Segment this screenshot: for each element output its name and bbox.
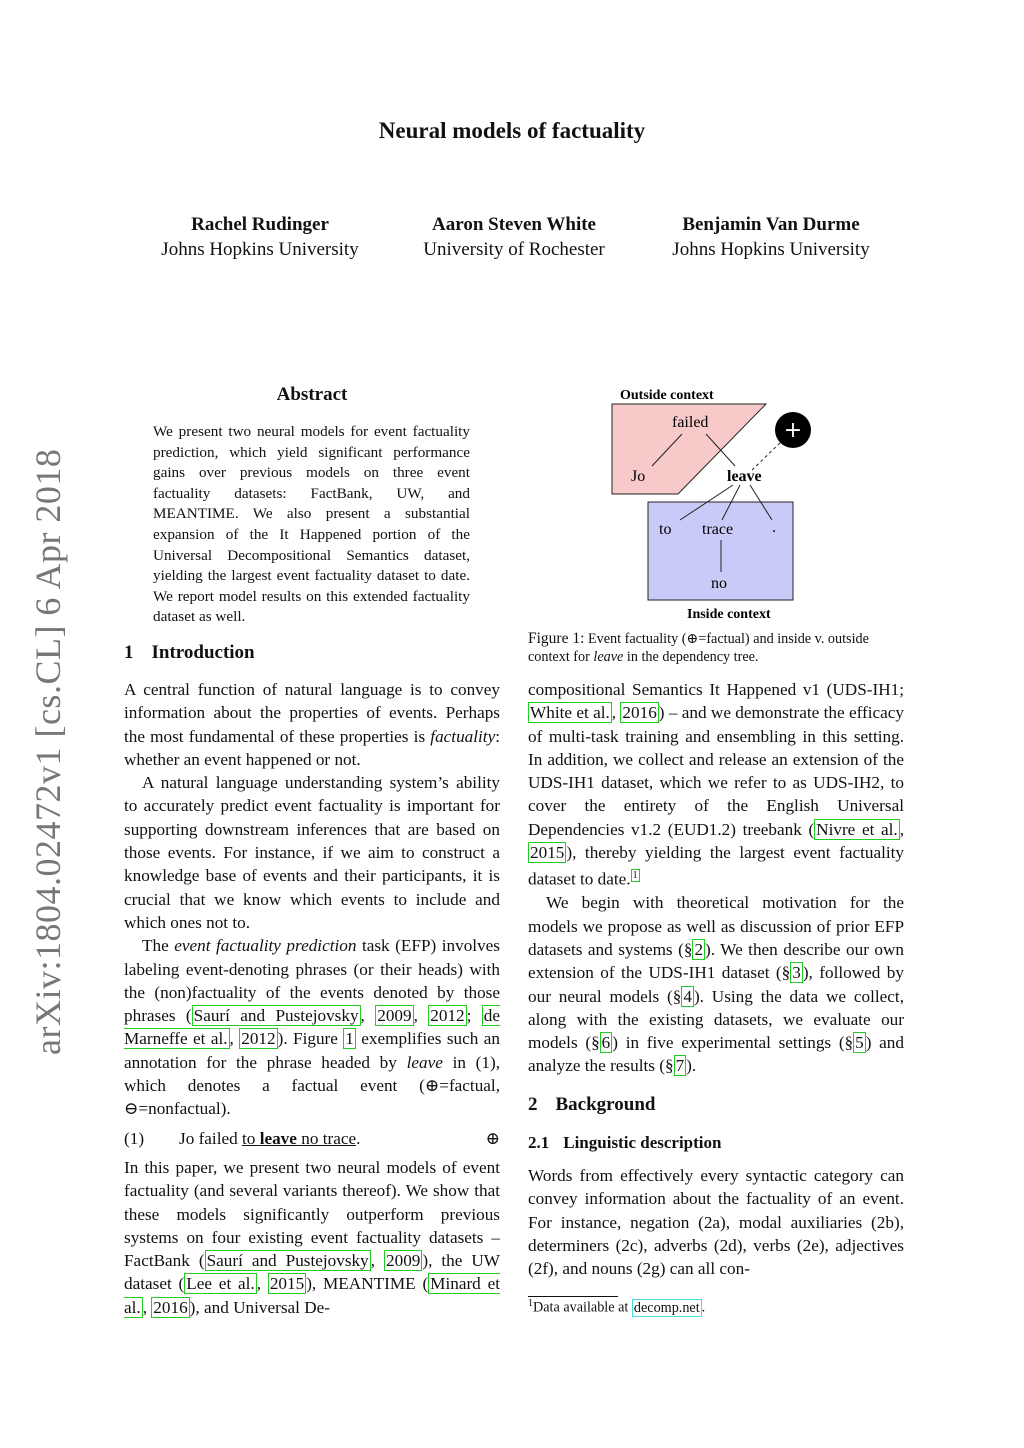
word-failed: failed: [672, 414, 709, 431]
section-ref-link[interactable]: 5: [855, 1033, 864, 1053]
factual-marker-text: +: [783, 418, 803, 443]
citation-link[interactable]: Lee et al.: [186, 1274, 255, 1294]
word-to: to: [659, 521, 672, 538]
inside-context-label: Inside context: [687, 607, 771, 622]
footnote-divider: [528, 1296, 618, 1297]
word-trace: trace: [702, 521, 734, 538]
arxiv-identifier[interactable]: arXiv:1804.02472v1 [cs.CL] 6 Apr 2018: [28, 448, 68, 1055]
author-name: Rachel Rudinger: [191, 214, 329, 235]
section-ref-link[interactable]: 6: [601, 1033, 611, 1053]
section-ref-link[interactable]: 2: [694, 940, 704, 959]
factual-symbol: ⊕: [485, 1129, 500, 1148]
citation-link[interactable]: 2009: [386, 1251, 421, 1271]
citation-link[interactable]: 2012: [430, 1006, 465, 1026]
figure-ref-link[interactable]: 1: [345, 1029, 354, 1049]
subsection-heading-linguistic: 2.1 Linguistic description: [528, 1133, 722, 1152]
figure-caption: Figure 1: Event factuality (⊕=factual) and inside v. outside context for leave in the dependency tree.: [528, 630, 869, 665]
word-leave: leave: [727, 468, 762, 485]
citation-link[interactable]: Nivre et al.: [816, 819, 898, 839]
paper-title: Neural models of factuality: [378, 118, 646, 143]
author-affiliation: Johns Hopkins University: [672, 239, 870, 260]
citation-link[interactable]: Saurí and Pustejovsky: [193, 1006, 359, 1026]
background-text: Words from effectively every syntactic category can convey information about the factuality of an event. For instance, negation (2a), modal auxiliaries (2b), determiners (2c), adverbs (2d), verbs (2e), adjectives (2f), and nouns (2g) can all con-: [528, 1166, 904, 1279]
author-name: Benjamin Van Durme: [682, 214, 860, 235]
author-affiliation: University of Rochester: [423, 239, 605, 260]
word-no: no: [711, 575, 727, 592]
author-name: Aaron Steven White: [432, 214, 596, 235]
citation-link[interactable]: Minard et al.: [124, 1274, 500, 1317]
citation-link[interactable]: 2015: [530, 843, 565, 863]
citation-link[interactable]: 2016: [153, 1297, 188, 1317]
abstract-text: We present two neural models for event factuality prediction, which yield significant performance gains over previous models on three event factuality datasets: FactBank, UW, and MEANTIME. We also present a substantial expansion of the It Happened portion of the Universal Decompositional Semantics dataset, yielding the largest event factuality dataset to date. We report model results on this extended factuality dataset as well.: [153, 423, 470, 626]
citation-link[interactable]: White et al.: [530, 703, 610, 723]
section-ref-link[interactable]: 3: [792, 963, 801, 983]
factual-link: [752, 441, 782, 470]
intro-text-top: A central function of natural language is to convey information about the properties of events. Perhaps the most fundamental of these properties is factuality: whether an event happened or not. A natural language understanding system’s ability to accurately predict event factuality is important for supporting downstream inferences that are based on those events. For instance, if we aim to construct a knowledge base of events and their participants, it is crucial that we know which events to include and which ones not to. The event factuality prediction task (EFP) involves labeling event-denoting phrases (or their heads) with the (non)factuality of the events denoted by those phrases ( Saurí and Pustejovsky , 2009 , 2012 ; de Marneffe et al. , 2012 ). Figure 1 exemplifies such an annotation for the phrase headed by leave in (1), which denotes a factual event (⊕=factual, ⊖=nonfactual).: [124, 680, 501, 1119]
footnote-ref-link[interactable]: 1: [632, 870, 638, 882]
citation-link[interactable]: Saurí and Pustejovsky: [206, 1251, 369, 1271]
section-heading-background: 2 Background: [528, 1094, 656, 1115]
intro-text-bottom: In this paper, we present two neural models of event factuality (and several variants thereof). We show that these models significantly outperform previous systems on four existing event factuality datasets – FactBank ( Saurí and Pustejovsky , 2009 ), the UW dataset ( Lee et al. , 2015 ), MEANTIME ( Minard et al. , 2016 ), and Universal De-: [124, 1158, 500, 1317]
dependency-tree-figure: [600, 384, 840, 624]
citation-link[interactable]: 2016: [622, 703, 657, 723]
word-period: .: [772, 519, 776, 536]
footnote-url-link[interactable]: decomp.net: [633, 1299, 700, 1316]
outside-context-label: Outside context: [620, 388, 714, 403]
author-affiliation: Johns Hopkins University: [161, 239, 359, 260]
word-jo: Jo: [631, 468, 646, 485]
section-ref-link[interactable]: 4: [683, 986, 692, 1006]
section-ref-link[interactable]: 7: [675, 1056, 685, 1076]
section-heading-introduction: 1 Introduction: [124, 642, 255, 663]
author-block: [640, 212, 902, 262]
citation-link[interactable]: de Marneffe et al.: [124, 1006, 501, 1049]
citation-link[interactable]: 2015: [269, 1274, 305, 1294]
author-block: [384, 212, 644, 262]
abstract-heading: Abstract: [276, 384, 348, 405]
right-column-text: compositional Semantics It Happened v1 (UDS-IH1; White et al. , 2016 ) – and we demonstrate the efficacy of multi-task training and ensembling in this setting. In addition, we collect and release an extension of the UDS-IH1 dataset, which we refer to as UDS-IH2, to cover the entirety of the English Universal Dependencies v1.2 (EUD1.2) treebank ( Nivre et al. , 2015 ), thereby yielding the largest event factuality dataset to date. $^1$ We begin with theoretical motivation for the models we propose as well as discussion of prior EFP datasets and systems (§ 2 ). We then describe our own extension of the UDS-IH1 dataset (§ 3 ), followed by our neural models (§ 4 ). Using the data we collect, along with the existing datasets, we evaluate our models (§ 6 ) in five experimental settings (§ 5 ) and analyze the results (§ 7 ).: [528, 680, 904, 1076]
footnote: $^1$Data available at decomp.net .: [528, 1298, 706, 1316]
citation-link[interactable]: 2009: [377, 1006, 412, 1026]
citation-link[interactable]: 2012: [241, 1029, 276, 1049]
author-block: [130, 212, 390, 262]
